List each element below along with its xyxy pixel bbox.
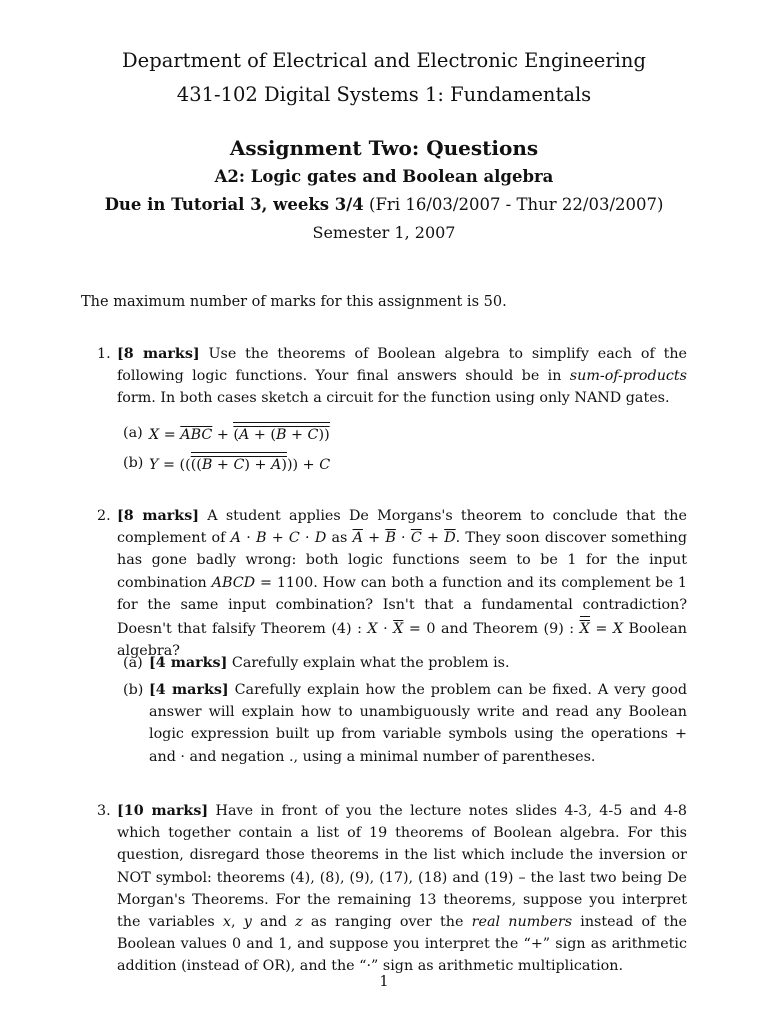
due-dates: (Fri 16/03/2007 - Thur 22/03/2007)	[363, 195, 664, 214]
marks-label: [8 marks]	[117, 346, 200, 362]
question-2a	[123, 652, 687, 674]
question-1b	[123, 452, 687, 476]
question-text-part: and Theorem (9) :	[435, 621, 580, 638]
question-text-part: = 1100. How can both a function and its complement be 1 for the same input combination? Isn't that a fundamental contradiction? Doesn't that falsify Theorem (4) :	[117, 574, 687, 638]
question-1	[97, 343, 687, 410]
subquestion-text	[149, 679, 687, 768]
marks-label: [8 marks]	[117, 508, 200, 524]
question-text-part: Boolean algebra?	[117, 621, 687, 660]
question-text	[117, 343, 687, 410]
question-number: 2.	[97, 508, 111, 524]
semester-line: Semester 1, 2007	[312, 223, 456, 242]
question-text: [10 marks] Have in front of you the lecture notes slides 4-3, 4-5 and 4-8 which together contain a list of 19 theorems of Boolean algebra. For this question, disregard those theorems in the list which include the inversion or NOT symbol: theorems (4), (8), (9), (17), (18) and (19) – the last two being De Morgan's Theorems. For the remaining 13 theorems, suppose you interpret the variables x, y and z as ranging over the real numbers instead of the Boolean values 0 and 1, and suppose you interpret the “+” sign as arithmetic addition (instead of OR), and the “·” sign as arithmetic multiplication.	[117, 803, 688, 975]
formula-y: Y = ((((B + C) + A))) + C	[149, 452, 687, 476]
question-text-part: and	[251, 914, 296, 931]
intro-text: The maximum number of marks for this assignment is 50.	[81, 294, 507, 310]
question-number: 3.	[97, 803, 111, 819]
subquestion-label: (b)	[123, 682, 144, 698]
input-combination: ABCD	[211, 574, 256, 591]
assignment-title: Assignment Two: Questions	[229, 136, 539, 160]
due-label: Due in Tutorial 3, weeks 3/4	[104, 195, 364, 214]
subquestion-label: (b)	[123, 455, 144, 471]
question-text: [8 marks] A student applies De Morgans's theorem to conclude that the complement of A · B + C · D as $\overline{A} + \overline{B} \cdot \overline{C} + \overline{D}$. They soon discover something has gone badly wrong: both logic functions seem to be 1 for the input combination ABCD = 1100. How can both a function and its complement be 1 for the same input combination? Isn't that a fundamental contradiction? Doesn't that falsify Theorem (4) : $X \cdot \overline{X} = 0$ and Theorem (9) : X = X Boolean algebra?	[117, 508, 687, 660]
emphasis-text: real numbers	[471, 914, 573, 931]
assignment-subtitle: A2: Logic gates and Boolean algebra	[214, 167, 554, 186]
question-text-part: A student applies De Morgans's theorem to conclude that the complement of	[117, 508, 687, 547]
page-number: 1	[379, 974, 389, 990]
question-1a	[123, 422, 687, 446]
due-line	[0, 195, 768, 214]
question-text-part: . They soon discover something has gone badly wrong: both logic functions seem to be 1 for the input combination	[117, 530, 687, 591]
department-heading: Department of Electrical and Electronic Engineering	[122, 49, 646, 72]
question-text-part: instead of the Boolean values 0 and 1, and suppose you interpret the “+” sign as arithmetic addition (instead of OR), and the “·” sign as arithmetic multiplication.	[117, 914, 687, 975]
subquestion-body: Carefully explain how the problem can be fixed. A very good answer will explain how to unambiguously write and read any Boolean logic expression built up from variable symbols using the operations + and · and negation ., using a minimal number of parentheses.	[149, 682, 687, 765]
course-heading: 431-102 Digital Systems 1: Fundamentals	[176, 83, 592, 106]
question-3	[97, 800, 687, 978]
subquestion-label: (a)	[123, 425, 143, 441]
emphasis-text: sum-of-products	[569, 368, 687, 385]
question-2	[97, 505, 687, 662]
question-2b	[123, 679, 687, 768]
question-text-part: form. In both cases sketch a circuit for the function using only NAND gates.	[117, 390, 670, 407]
question-text-part: Have in front of you the lecture notes slides 4-3, 4-5 and 4-8 which together contain a list of 19 theorems of Boolean algebra. For this question, disregard those theorems in the list which include the inversion or NOT symbol: theorems (4), (8), (9), (17), (18) and (19) – the last two being De Morgan's Theorems. For the remaining 13 theorems, suppose you interpret the variables	[117, 803, 688, 931]
subquestion-label: (a)	[123, 655, 143, 671]
question-text-part: as ranging over the	[302, 914, 472, 931]
formula-x: $X = \overline{ABC} + (A + (B + C))$	[149, 422, 687, 446]
subquestion-text	[149, 652, 687, 674]
marks-label: [4 marks]	[149, 655, 228, 671]
marks-label: [4 marks]	[149, 682, 229, 698]
marks-label: [10 marks]	[117, 803, 209, 819]
question-text-part: Use the theorems of Boolean algebra to simplify each of the following logic functions. Your final answers should be in	[117, 346, 687, 385]
question-number: 1.	[97, 346, 111, 362]
subquestion-body: Carefully explain what the problem is.	[227, 655, 510, 671]
